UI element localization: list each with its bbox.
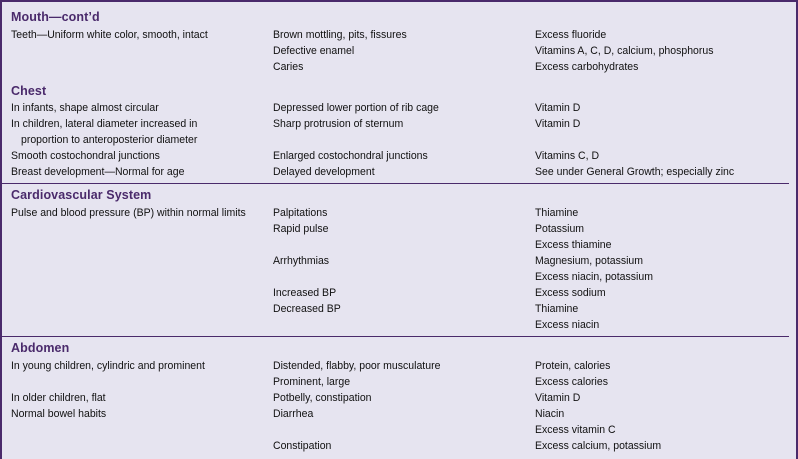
finding-cell: Enlarged costochondral junctions — [273, 150, 428, 162]
nutrient-cell: Vitamin D — [535, 118, 581, 130]
finding-cell: Potbelly, constipation — [273, 392, 372, 404]
finding-cell: Sharp protrusion of sternum — [273, 118, 404, 130]
nutrient-cell: Protein, calories — [535, 360, 611, 372]
finding-cell: Delayed development — [273, 166, 375, 178]
normal-cell: Smooth costochondral junctions — [11, 150, 160, 162]
normal-cell: In young children, cylindric and prominent — [11, 360, 205, 372]
finding-cell: Palpitations — [273, 207, 328, 219]
section-title-cardiovascular: Cardiovascular System — [11, 188, 152, 202]
nutrient-cell: Excess thiamine — [535, 239, 612, 251]
finding-cell: Diarrhea — [273, 408, 314, 420]
section-title-chest: Chest — [11, 84, 47, 98]
finding-cell: Prominent, large — [273, 376, 351, 388]
normal-cell: In children, lateral diameter increased in — [11, 118, 198, 130]
finding-cell: Increased BP — [273, 287, 337, 299]
nutrient-cell: Excess carbohydrates — [535, 61, 639, 73]
section-title-abdomen: Abdomen — [11, 341, 70, 355]
nutrient-cell: Excess niacin, potassium — [535, 271, 653, 283]
finding-cell: Decreased BP — [273, 303, 341, 315]
normal-cell: In infants, shape almost circular — [11, 102, 159, 114]
section-divider — [2, 183, 789, 184]
finding-cell: Rapid pulse — [273, 223, 329, 235]
finding-cell: Defective enamel — [273, 45, 355, 57]
normal-cell: Teeth—Uniform white color, smooth, intact — [11, 29, 208, 41]
normal-cell: Breast development—Normal for age — [11, 166, 185, 178]
nutrient-cell: See under General Growth; especially zinc — [535, 166, 735, 178]
nutrient-cell: Vitamins C, D — [535, 150, 600, 162]
nutrient-cell: Vitamin D — [535, 102, 581, 114]
finding-cell: Depressed lower portion of rib cage — [273, 102, 439, 114]
finding-cell: Caries — [273, 61, 304, 73]
nutrient-cell: Excess vitamin C — [535, 424, 616, 436]
section-title-mouth: Mouth—cont’d — [11, 10, 100, 24]
nutrient-cell: Niacin — [535, 408, 565, 420]
normal-cell: Normal bowel habits — [11, 408, 107, 420]
finding-cell: Constipation — [273, 440, 332, 452]
nutrient-cell: Potassium — [535, 223, 585, 235]
finding-cell: Distended, flabby, poor musculature — [273, 360, 441, 372]
finding-cell: Brown mottling, pits, fissures — [273, 29, 407, 41]
nutrient-cell: Excess calcium, potassium — [535, 440, 662, 452]
nutrient-cell: Vitamins A, C, D, calcium, phosphorus — [535, 45, 714, 57]
nutrient-cell: Excess fluoride — [535, 29, 607, 41]
nutrient-cell: Vitamin D — [535, 392, 581, 404]
section-divider — [2, 336, 789, 337]
nutrient-cell: Thiamine — [535, 303, 579, 315]
nutrient-cell: Excess calories — [535, 376, 608, 388]
normal-cell: In older children, flat — [11, 392, 106, 404]
nutrient-cell: Excess sodium — [535, 287, 606, 299]
nutrient-cell: Magnesium, potassium — [535, 255, 644, 267]
normal-cell: Pulse and blood pressure (BP) within normal limits — [11, 207, 246, 219]
normal-cell: proportion to anteroposterior diameter — [21, 134, 198, 146]
finding-cell: Arrhythmias — [273, 255, 330, 267]
nutrient-cell: Excess niacin — [535, 319, 600, 331]
nutrient-cell: Thiamine — [535, 207, 579, 219]
